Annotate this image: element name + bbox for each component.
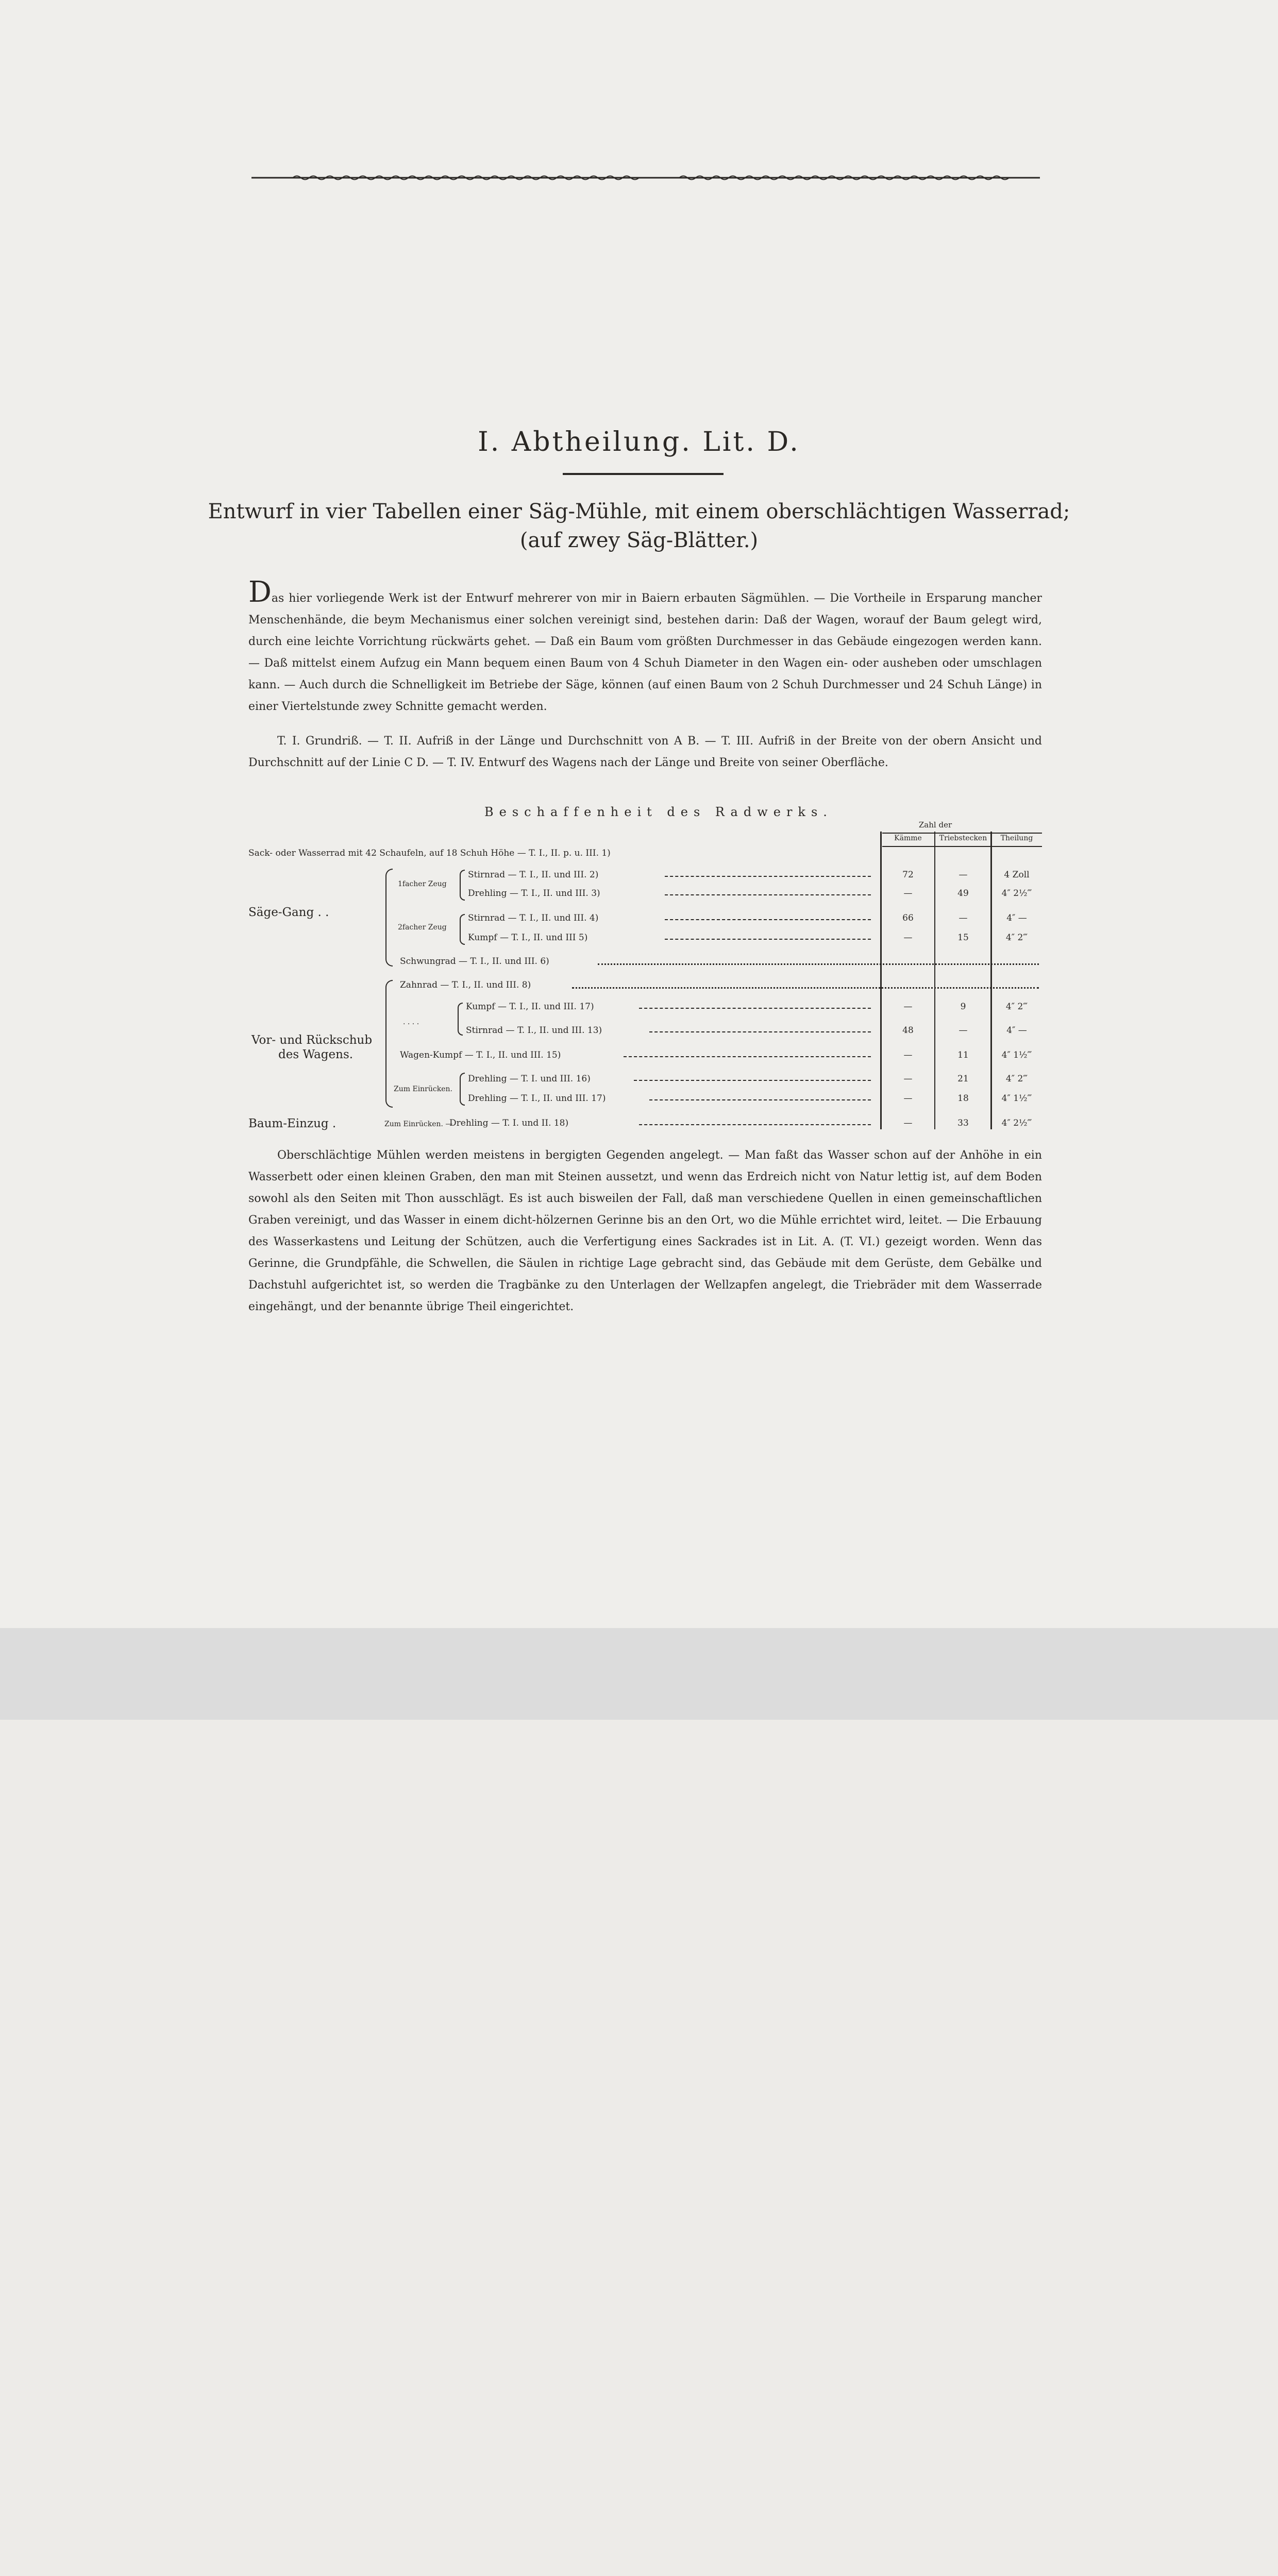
label-einruecken-prefix: Zum Einrücken. —	[384, 1120, 453, 1128]
row-12-name: Drehling — T. I. und II. 18)	[449, 1118, 569, 1128]
row-11-triebstecken: 18	[957, 1093, 969, 1104]
table-rule-1	[880, 832, 882, 1129]
label-einruecken: Zum Einrücken.	[394, 1085, 452, 1093]
row-7-triebstecken: 9	[960, 1002, 966, 1012]
row-7-name: Kumpf — T. I., II. und III. 17)	[466, 1002, 594, 1012]
row-1-name: Stirnrad — T. I., II. und III. 2)	[468, 870, 599, 880]
group-saege-gang: Säge-Gang . .	[248, 906, 329, 919]
row-1-triebstecken: —	[959, 870, 968, 880]
row-10-name: Drehling — T. I. und III. 16)	[468, 1074, 591, 1084]
header-triebstecken: Triebstecken	[939, 834, 987, 842]
row-5-leader	[598, 963, 1039, 965]
row-3-theilung: 4″ —	[1006, 913, 1027, 923]
title-underline	[563, 473, 724, 475]
plates-paragraph: T. I. Grundriß. — T. II. Aufriß in der Länge und Durchschnitt von A B. — T. III. Aufriß in der Breite von der obern Ansicht und Durchschnitt auf der Linie C D. — T. IV. Entwurf des Wagens nach der Länge und Breite von seiner Oberfläche.	[248, 735, 1042, 769]
row-9-name: Wagen-Kumpf — T. I., II. und III. 15)	[400, 1050, 561, 1060]
row-12-triebstecken: 33	[957, 1118, 969, 1128]
table-rule-2	[934, 832, 935, 1129]
header-kaemme: Kämme	[894, 834, 922, 842]
work-subtitle: (auf zwey Säg-Blätter.)	[519, 529, 759, 552]
row-7-leader	[639, 1008, 871, 1009]
row-9-theilung: 4″ 1½‴	[1001, 1050, 1032, 1060]
row-11-leader	[649, 1099, 871, 1100]
ornamental-rule	[251, 173, 1040, 182]
row-11-name: Drehling — T. I., II. und III. 17)	[468, 1093, 606, 1104]
row-2-leader	[665, 894, 871, 895]
header-group: Zahl der	[918, 820, 952, 829]
row-11-theilung: 4″ 1½‴	[1001, 1093, 1032, 1104]
row-12-kaemme: —	[903, 1118, 913, 1128]
row-2-theilung: 4″ 2½‴	[1001, 888, 1032, 899]
intro-paragraph: Das hier vorliegende Werk ist der Entwurf mehrerer von mir in Baiern erbauten Sägmühlen. — Die Vortheile in Ersparung mancher Menschenhände, die beym Mechanismus einer solchen vereinigt sind, bestehen darin: Daß der Wagen, worauf der Baum gelegt wird, durch eine leichte Vorrichtung rückwärts gehet. — Daß ein Baum vom größten Durchmesser in das Gebäude eingezogen werden kann. — Daß mittelst einem Aufzug ein Mann bequem einen Baum von 4 Schuh Diameter in den Wagen ein- oder ausheben oder umschlagen kann. — Auch durch die Schnelligkeit im Betriebe der Säge, können (auf einen Baum von 2 Schuh Durchmesser und 24 Schuh Länge) in einer Viertelstunde zwey Schnitte gemacht werden.	[248, 575, 1042, 713]
brace-second-gear	[460, 914, 465, 945]
brace-saege-gang	[385, 869, 393, 967]
row-2-kaemme: —	[903, 888, 913, 899]
row-10-triebstecken: 21	[957, 1074, 969, 1084]
brace-einruecken	[460, 1073, 465, 1106]
row-1-kaemme: 72	[902, 870, 914, 880]
row-9-leader	[624, 1056, 871, 1057]
row-2-triebstecken: 49	[957, 888, 969, 899]
row-8-theilung: 4″ —	[1006, 1025, 1027, 1036]
brace-first-gear	[460, 870, 465, 901]
label-first-gear: 1facher Zeug	[398, 880, 447, 888]
row-3-name: Stirnrad — T. I., II. und III. 4)	[468, 913, 599, 923]
row-9-triebstecken: 11	[957, 1050, 969, 1060]
row-7-theilung: 4″ 2‴	[1005, 1002, 1028, 1012]
row-6-name: Zahnrad — T. I., II. und III. 8)	[400, 980, 531, 990]
row-8-name: Stirnrad — T. I., II. und III. 13)	[466, 1025, 602, 1036]
row-9-kaemme: —	[903, 1050, 913, 1060]
header-rule-bottom	[882, 846, 1042, 847]
row-12-theilung: 4″ 2½‴	[1001, 1118, 1032, 1128]
row-3-kaemme: 66	[902, 913, 914, 923]
group-vor-rueck-line1: Vor- und Rückschub	[251, 1033, 373, 1047]
row-4-leader	[665, 939, 871, 940]
row-4-kaemme: —	[903, 933, 913, 943]
row-8-triebstecken: —	[959, 1025, 968, 1036]
label-dots: . . . .	[403, 1018, 419, 1026]
brace-vor-rueck	[385, 980, 393, 1108]
work-title: Entwurf in vier Tabellen einer Säg-Mühle, mit einem oberschlächtigen Wasserrad;	[208, 500, 1070, 523]
row-1-theilung: 4 Zoll	[1004, 870, 1030, 880]
row-4-triebstecken: 15	[957, 933, 969, 943]
row-5-name: Schwungrad — T. I., II. und III. 6)	[400, 956, 549, 967]
row-3-triebstecken: —	[959, 913, 968, 923]
section-title: I. Abtheilung. Lit. D.	[478, 427, 800, 457]
row-11-kaemme: —	[903, 1093, 913, 1104]
table-caption: Beschaffenheit des Radwerks.	[484, 805, 833, 819]
label-second-gear: 2facher Zeug	[398, 923, 447, 931]
row-7-kaemme: —	[903, 1002, 913, 1012]
closing-paragraph: Oberschlächtige Mühlen werden meistens in bergigten Gegenden angelegt. — Man faßt das Wasser schon auf der Anhöhe in ein Wasserbett oder einen kleinen Graben, den man mit Steinen aussetzt, und wenn das Erdreich nicht von Natur lettig ist, auf dem Boden sowohl als den Seiten mit Thon ausschlägt. Es ist auch bisweilen der Fall, daß man verschiedene Quellen in einen gemeinschaftlichen Graben vereinigt, und das Wasser in einem dicht-hölzernen Gerinne bis an den Ort, wo die Mühle errichtet wird, leitet. — Die Erbauung des Wasserkastens und Leitung der Schützen, auch die Verfertigung eines Sackrades ist in Lit. A. (T. VI.) gezeigt worden. Wenn das Gerinne, die Grundpfähle, die Schwellen, die Säulen in richtige Lage gebracht sind, das Gebäude mit dem Gerüste, dem Gebälke und Dachstuhl aufgerichtet ist, so werden die Tragbänke zu den Unterlagen der Wellzapfen angelegt, die Triebräder mit dem Wasserrade eingehängt, und der benannte übrige Theil eingerichtet.	[248, 1149, 1042, 1313]
row-10-kaemme: —	[903, 1074, 913, 1084]
row-10-theilung: 4″ 2‴	[1005, 1074, 1028, 1084]
row-1-leader	[665, 876, 871, 877]
group-vor-rueck-line2: des Wagens.	[278, 1048, 354, 1061]
row-8-kaemme: 48	[902, 1025, 914, 1036]
row-2-name: Drehling — T. I., II. und III. 3)	[468, 888, 600, 899]
group-baum-einzug: Baum-Einzug .	[248, 1117, 337, 1130]
row-10-leader	[634, 1080, 871, 1081]
row-4-theilung: 4″ 2‴	[1005, 933, 1028, 943]
row-12-leader	[639, 1124, 871, 1125]
brace-dots	[458, 1003, 463, 1036]
row-6-leader	[572, 987, 1039, 989]
row-4-name: Kumpf — T. I., II. und III 5)	[468, 933, 588, 943]
header-theilung: Theilung	[1000, 834, 1033, 842]
table-top-row: Sack- oder Wasserrad mit 42 Schaufeln, auf 18 Schuh Höhe — T. I., II. p. u. III. 1)	[248, 848, 611, 858]
row-3-leader	[665, 919, 871, 920]
header-rule-top	[882, 833, 1042, 834]
row-8-leader	[649, 1031, 871, 1032]
footer-bar	[0, 1628, 1278, 1720]
